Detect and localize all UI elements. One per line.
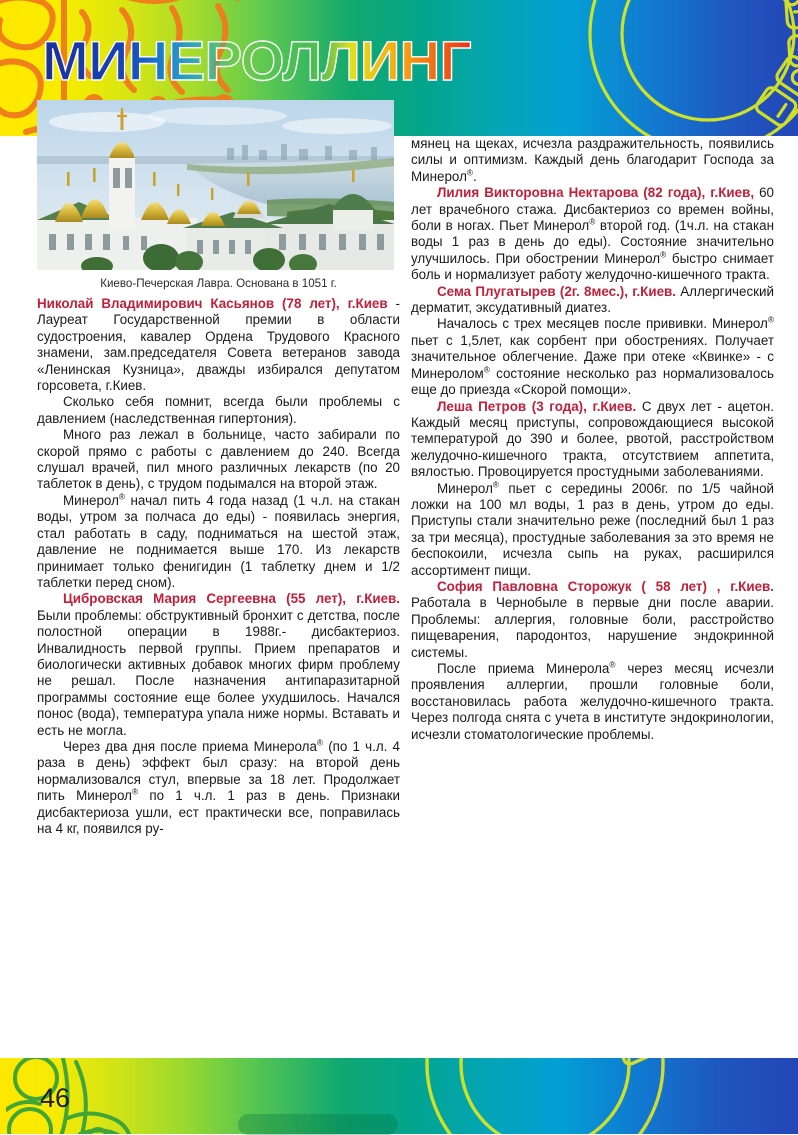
story-text: 60 лет врачебного стажа. Дисбактериоз со времен войны, боли в ногах. Пьет Минерол® второй год. (1ч.л. на стакан воды 1 раз в день до еды). Состояние значительно улучшилось. При обострении Минерол® быстро снимает боль и нормализует работу желудочно-кишечного тракта. xyxy=(411,185,774,283)
footer-ornament-right-icon xyxy=(380,1058,710,1134)
footer-banner xyxy=(0,1058,798,1134)
story-paragraph xyxy=(411,185,774,283)
person-name: Сема Плугатырев (2г. 8мес.), г.Киев. xyxy=(437,283,676,299)
footer-pill-bar xyxy=(238,1114,398,1135)
story-paragraph xyxy=(37,394,400,427)
page-title-text: МИНЕРОЛЛИНГ xyxy=(42,29,471,92)
story-text: Началось с трех месяцев после прививки. Минерол® пьет с 1,5лет, как сорбент при обострениях. Получает значительное облегчение. Даже при отеке «Квинке» - с Минеролом® состояние несколько раз нормализовалось еще до приезда «Скорой помощи». xyxy=(411,315,774,398)
left-column xyxy=(37,136,400,837)
photo-caption: Киево-Печерская Лавра. Основана в 1051 г. xyxy=(100,277,337,290)
story-paragraph xyxy=(37,296,400,394)
person-name: Николай Владимирович Касьянов (78 лет), г.Киев xyxy=(37,296,388,311)
story-text: Через два дня после приема Минерола® (по 1 ч.л. 4 раза в день) эффект был сразу: на второй день нормализовался стул, впервые за 18 лет. Продолжает пить Минерол® по 1 ч.л. 1 раз в день. Признаки дисбактериоза ушли, ест практически все, поправилась на 4 кг, появился ру- xyxy=(37,737,401,836)
header-ornament-right-icon xyxy=(578,0,798,136)
story-paragraph xyxy=(411,481,774,579)
page-number: 46 xyxy=(40,1083,71,1113)
story-paragraph xyxy=(411,661,774,743)
story-text: Работала в Чернобыле в первые дни после аварии. Проблемы: аллергия, головные боли, расстройство пищеварения, пародонтоз, нарушение эндокринной системы. xyxy=(411,595,774,660)
story-text: мянец на щеках, исчезла раздражительность, появились силы и оптимизм. Каждый день благодарит Господа за Минерол®. xyxy=(411,136,774,184)
person-name: София Павловна Сторожук ( 58 лет) , г.Киев. xyxy=(437,578,774,594)
story-paragraph xyxy=(37,427,400,493)
story-paragraph xyxy=(37,493,400,591)
person-name: Леша Петров (3 года), г.Киев. xyxy=(437,398,637,414)
story-text: Сколько себя помнит, всегда были проблемы с давлением (наследственная гипертония). xyxy=(37,394,400,426)
story-text: С двух лет - ацетон. Каждый месяц приступы, сопровождающиеся высокой температурой до 390 и более, рвотой, расстройством желудочно-кишечного тракта, отсутствием аппетита, вялостью. Провоцируется простудными заболеваниями. xyxy=(411,398,775,480)
story-text: Аллергический дерматит, эксудативный диатез. xyxy=(411,283,774,316)
page-title xyxy=(42,29,602,94)
story-paragraph xyxy=(411,136,774,185)
story-paragraph xyxy=(411,316,774,398)
story-text: Были проблемы: обструктивный бронхит с детства, после полостной операции в 1988г.- дисбактериоз. Инвалидность первой группы. Прием препаратов и биологически активных добавок многих фирм проблему не решал. После назначения антипаразитарной программы состояние еще более ухудшилось. Начался понос (вода), температура упала ниже нормы. Вставать и есть не могла. xyxy=(37,607,400,738)
person-name: Лилия Викторовна Нектарова (82 года), г.Киев, xyxy=(437,185,755,201)
story-text: Много раз лежал в больнице, часто забирали по скорой прямо с работы с давлением до 240. Всегда слушал врачей, пил много различных лекарств (по 20 таблеток в день), с трудом подымался на второй этаж. xyxy=(37,427,400,492)
story-paragraph xyxy=(411,579,774,661)
story-text: - Лауреат Государственной премии в области судостроения, кавалер Ордена Трудового Красного знамени, зам.председателя Совета ветеранов завода «Ленинская Кузница», дважды избирался депутатом горсовета, г.Киев. xyxy=(37,296,400,394)
page-content xyxy=(0,136,798,1058)
person-name: Цибровская Мария Сергеевна (55 лет), г.Киев. xyxy=(63,591,400,607)
story-text: Минерол® пьет с середины 2006г. по 1/5 чайной ложки на 100 мл воды, 1 раз в день, утром до еды. Приступы стали значительно реже (последний был 1 раз за три месяца), простудные заболевания за это время не беспокоили, исчезла сыпь на руках, расширился ассортимент пищи. xyxy=(411,479,774,578)
story-paragraph xyxy=(37,591,400,739)
kyiv-pechersk-lavra-photo xyxy=(37,100,394,270)
story-text: Минерол® начал пить 4 года назад (1 ч.л. на стакан воды, утром за полчаса до еды) - появилась энергия, стал работать в саду, подниматься на шестой этаж, давление не поднимается выше 170. Из лекарств принимает только фенигидин (1 таблетку днем и 1/2 таблетки перед сном). xyxy=(37,491,400,590)
right-column xyxy=(411,136,774,743)
story-paragraph xyxy=(411,399,774,481)
story-paragraph xyxy=(411,284,774,317)
story-text: После приема Минерола® через месяц исчезли проявления аллергии, прошли головные боли, восстановилась работа желудочно-кишечного тракта. Через полгода снята с учета в институте эндокринологии, исчезли стоматологические проблемы. xyxy=(411,659,774,742)
story-paragraph xyxy=(37,739,400,837)
